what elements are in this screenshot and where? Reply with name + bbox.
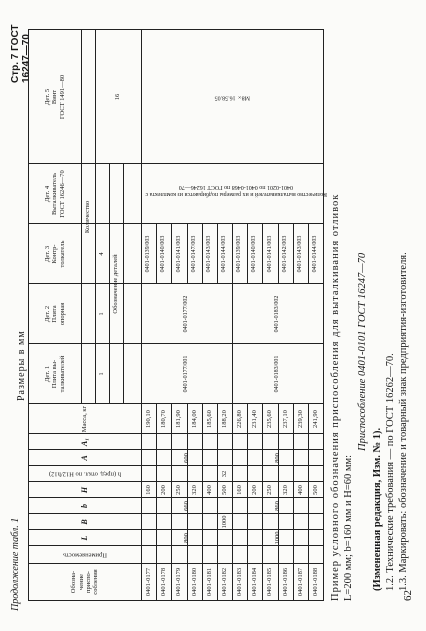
row-mass: 190,10: [145, 410, 152, 428]
grid-line: [232, 284, 233, 404]
header-A: A: [80, 455, 90, 461]
row-part-3: 0401-0140/003: [251, 235, 258, 273]
row-code: 0401-0183: [236, 567, 243, 597]
header-part-5: Дет. 5 Винт ГОСТ 1491—80: [43, 74, 66, 120]
row-code: 0401-0185: [266, 567, 274, 597]
row-code: 0401-0180: [190, 567, 198, 597]
page-number: 62: [402, 590, 414, 601]
row-code: 0401-0188: [311, 567, 319, 597]
requirement-1-2: 1.2. Технические требования — по ГОСТ 16262—70.: [385, 353, 396, 591]
quantity-part-3: 4: [98, 252, 106, 256]
header-part-3: Дет. 3 Контр- толкатель: [43, 240, 66, 268]
page-header-standard: Стр. 7 ГОСТ 16247—70: [10, 24, 32, 83]
h-value: 32: [220, 470, 228, 478]
header-h: h (пред. откл. по H12/h12): [48, 470, 122, 478]
example-line-1: Пример условного обозначения приспособления для выталкивания отливок: [330, 193, 341, 601]
row-mass: 239,30: [296, 410, 304, 428]
row-code: 0401-0186: [281, 567, 289, 597]
header-L: L: [80, 535, 90, 541]
row-code: 0401-0177: [145, 567, 152, 597]
row-H: 320: [281, 485, 289, 495]
row-mass: 188,20: [220, 410, 228, 428]
header-quantity: Количество: [84, 200, 92, 234]
row-part-3: 0401-0143/003: [296, 235, 303, 273]
example-line-2: L=200 мм; b=160 мм и H=60 мм:: [343, 454, 354, 601]
table-title: Размеры в мм: [16, 330, 27, 401]
designation-example: Приспособление 0401-0101 ГОСТ 16247—70: [357, 252, 368, 451]
row-H: 400: [296, 485, 304, 495]
row-code: 0401-0178: [160, 567, 168, 597]
row-mass: 235,60: [266, 410, 274, 428]
quantity-part-5: 16: [114, 93, 122, 101]
header-mass: Масса, кг: [81, 405, 89, 433]
row-part-3: 0401-0141/003: [266, 235, 273, 273]
header-H: H: [80, 486, 90, 494]
header-applicability: Применяемость: [63, 551, 107, 559]
group2-b: 860: [273, 501, 281, 511]
row-mass: 226,80: [236, 410, 243, 428]
header-A1: A₁: [80, 437, 90, 447]
quantity-part-1: 1: [98, 372, 106, 376]
screw-designation: M8×16.58.05: [214, 94, 250, 101]
header-B: B: [80, 519, 90, 525]
row-part-3: 0401-0142/003: [281, 235, 288, 273]
row-part-3: 0401-0147/003: [190, 235, 197, 273]
row-code: 0401-0182: [220, 567, 228, 597]
row-mass: 231,40: [251, 410, 259, 428]
header-b: b: [80, 504, 90, 508]
header-part-1: Дет. 1 Плита вы- талкивателей: [43, 355, 66, 393]
B-value: 1000: [220, 515, 228, 529]
row-mass: 181,90: [175, 410, 183, 428]
note-pusher-selection: Количество выталкивателей и их размеры подбираются из комплекта с 0401-0201 по 0401-0468 по ГОСТ 16246—70: [145, 184, 327, 197]
edition-note: (Измененная редакция, Изм. № 1).: [372, 427, 383, 591]
row-mass: 237,10: [281, 410, 289, 428]
part1-group1: 0401-0177/001: [183, 355, 190, 393]
row-H: 500: [220, 485, 228, 495]
row-part-3: 0401-0140/003: [160, 235, 167, 273]
row-part-3: 0401-0143/003: [205, 235, 212, 273]
part2-group1: 0401-0177/002: [183, 295, 190, 333]
row-mass: 241,90: [311, 410, 319, 428]
requirement-1-3: 1.3. Маркировать: обозначение и товарный знак предприятия-изготовителя.: [398, 252, 409, 591]
row-code: 0401-0187: [296, 567, 304, 597]
row-H: 400: [205, 485, 213, 495]
group2-L: 1000: [273, 531, 281, 545]
grid-line: [123, 164, 124, 404]
grid-line: [323, 404, 324, 600]
dimensions-table: [28, 29, 327, 601]
row-mass: 180,70: [160, 410, 168, 428]
part2-group2: 0401-0183/002: [274, 295, 281, 333]
row-part-3: 0401-0139/003: [236, 235, 243, 273]
part1-group2: 0401-0183/001: [274, 355, 281, 393]
group1-A: 600: [182, 453, 190, 463]
group1-L: 800: [182, 533, 190, 543]
row-H: 320: [190, 485, 198, 495]
row-H: 200: [160, 485, 168, 495]
header-part-2: Дет. 2 Плита опорная: [43, 302, 66, 326]
row-mass: 184,00: [190, 410, 198, 428]
row-H: 250: [175, 485, 183, 495]
row-part-3: 0401-0144/003: [312, 235, 319, 273]
grid-line: [323, 224, 324, 284]
table-continuation-label: Продолжение табл. 1: [10, 517, 21, 611]
row-H: 500: [311, 485, 319, 495]
row-mass: 185,60: [205, 410, 213, 428]
group1-b: 660: [182, 501, 190, 511]
row-code: 0401-0184: [251, 567, 259, 597]
row-part-3: 0401-0144/003: [221, 235, 228, 273]
header-designation-parts: Обозначение деталей: [112, 254, 120, 314]
group2-A: 800: [273, 453, 281, 463]
row-code: 0401-0179: [175, 567, 183, 597]
header-part-4: Дет. 4 Выталкиватель ГОСТ 16246—70: [43, 170, 66, 218]
row-part-3: 0401-0139/003: [145, 235, 152, 273]
row-part-3: 0401-0141/003: [175, 235, 182, 273]
row-H: 250: [266, 485, 274, 495]
quantity-part-2: 1: [98, 312, 106, 316]
row-H: 160: [236, 485, 243, 495]
row-code: 0401-0181: [205, 567, 213, 597]
row-H: 200: [251, 485, 259, 495]
row-H: 160: [145, 485, 152, 495]
header-designation: Обозна- чение приспо- собления: [70, 569, 100, 595]
